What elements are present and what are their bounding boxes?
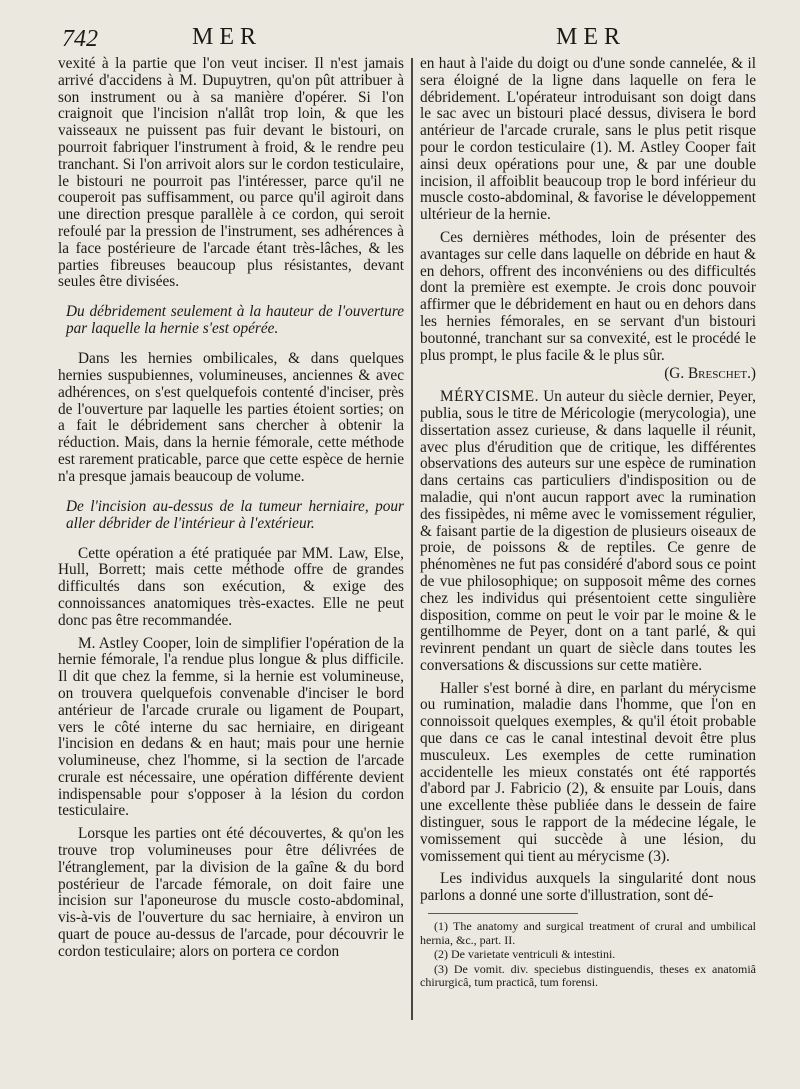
running-head-left: MER [192,24,263,50]
author-signature: (G. Breschet.) [664,365,756,383]
paragraph: Cette opération a été pratiquée par MM. Law, Else, Hull, Borrett; mais cette méthode offre de grandes difficultés dans son exécution, & exige des connoissances anatomiques très-exactes. Elle ne peut donc pas être recommandée. [58,544,404,629]
footnote-rule [428,913,578,914]
left-column [58,56,404,967]
running-head-right: MER [556,24,627,50]
footnote: (1) The anatomy and surgical treatment of crural and umbilical hernia, &c., part. II. [420,919,756,947]
paragraph: en haut à l'aide du doigt ou d'une sonde cannelée, & il sera éloigné de la ligne dans laquelle on fera le débridement. L'opérateur introduisant son doigt dans le sac avec un bistouri placé dessus, divisera le bord antérieur de l'arcade crurale, sans le plus petit risque pour le cordon testiculaire (1). M. Astley Cooper fait ainsi deux opérations pour une, & par une double incision, il affoiblit beaucoup trop le bord inférieur du muscle costo-abdominal, & favorise le développement ultérieur de la hernie. [420,55,756,224]
entry-term: MÉRYCISME. [440,388,539,406]
dictionary-entry [420,389,756,675]
right-column [420,56,756,991]
paragraph: Dans les hernies ombilicales, & dans quelques hernies suspubiennes, volumineuses, anciennes & avec adhérences, on s'est quelquefois contenté d'inciser, près de l'ouverture par laquelle les parties étoient sorties; on a fait le débridement sans chercher à obtenir la réduction. Mais, dans la hernie fémorale, cette méthode est rarement praticable, parce que cette espèce de hernie n'a presque jamais beaucoup de volume. [58,350,404,485]
paragraph: Ces dernières méthodes, loin de présenter des avantages sur celle dans laquelle on débride en haut & en dehors, offrent des inconvéniens ou des difficultés dont la première est exempte. Je crois donc pouvoir affirmer que le débridement en haut ou en dehors dans les hernies fémorales, en se servant d'un bistouri boutonné, tranchant sur sa convexité, est le procédé le plus prompt, le plus facile & le plus sûr. [420,228,756,364]
paragraph: Lorsque les parties ont été découvertes, & qu'on les trouve trop volumineuses pour être délivrées de l'étranglement, par la division de la gaîne & du bord postérieur de l'arcade fémorale, on doit faire une incision sur l'aponeurose du muscle costo-abdominal, vis-à-vis de l'ouverture du sac herniaire, à environ un quart de pouce au-dessus de l'arcade, pour découvrir le cordon testiculaire; alors on portera ce cordon [58,825,404,960]
footnote: (2) De varietate ventriculi & intestini. [434,947,616,962]
paragraph: vexité à la partie que l'on veut inciser. Il n'est jamais arrivé d'accidens à M. Dupuytren, qu'on pût attribuer à son instrument ou à sa manière d'opérer. Si l'on craignoit que l'incision n'allât trop loin, & que les vaisseaux ne puissent pas fuir devant le bistouri, on pourroit fabriquer l'instrument à froid, & le rendre peu tranchant. Si l'on arrivoit alors sur le cordon testiculaire, le bistouri ne pourroit pas l'intéresser, parce qu'il ne couperoit pas suffisamment, ou parce qu'il agiroit dans une direction presque parallèle à ce cordon, qui seroit refoulé par la pression de l'instrument, ses adhérences à la face postérieure de l'arcade étant très-lâches, & les parties fibreuses beaucoup plus résistantes, devant seules être divisées. [58,55,404,291]
section-heading: De l'incision au-dessus de la tumeur herniaire, pour aller débrider de l'intérieur à l'extérieur. [66,497,404,532]
paragraph: Les individus auxquels la singularité dont nous parlons a donné une sorte d'illustration, sont dé- [420,870,756,905]
column-divider [411,58,413,1020]
entry-text: Un auteur du siècle dernier, Peyer, publia, sous le titre de Méricologie (merycologia), une dissertation assez curieuse, & dans laquelle il réunit, avec plus d'érudition que de critique, les différentes observations des auteurs sur une espèce de rumination dans certains cas particuliers d'indisposition ou de maladie, qui n'ont aucun rapport avec la rumination des fissipèdes, ni même avec le vomissement régulier, & faisant partie de la digestion de plusieurs oiseaux de proie, de poissons & de reptiles. Ce genre de phénomènes ne fut pas considéré d'abord sous ce point de vue philosophique; on supposoit même des cornes chez les individus qui présentoient cette singulière disposition, comme on peut le voir par le moine & le gentilhomme de Peyer, dont on a tant parlé, & qui revinrent pendant un quart de siècle dans toutes les conversations & discussions sur cette matière. [420,388,756,674]
section-heading: Du débridement seulement à la hauteur de l'ouverture par laquelle la hernie s'est opérée. [66,303,404,338]
footnote: (3) De vomit. div. speciebus distinguendis, theses ex anatomiâ chirurgicâ, tum practicâ, tum forensi. [420,961,756,990]
page-header [0,20,800,54]
paragraph: M. Astley Cooper, loin de simplifier l'opération de la hernie fémorale, l'a rendue plus longue & plus difficile. Il dit que chez la femme, si la hernie est volumineuse, on trouvera quelquefois convenable d'inciser le bord antérieur de l'arcade crurale ou ligament de Poupart, vers le côté interne du sac herniaire, en dirigeant l'incision en dedans & en haut; mais pour une hernie volumineuse, chez l'homme, si la section de l'arcade crurale est nécessaire, une opération différente devient indispensable pour s'opposer à la lésion du cordon testiculaire. [58,634,404,820]
page-number: 742 [62,26,98,52]
paragraph: Haller s'est borné à dire, en parlant du mérycisme ou rumination, maladie dans l'homme, que l'on en connoissoit quelques exemples, & qu'il étoit probable que dans ce cas le canal intestinal devoit être plus musculeux. Les exemples de cette rumination accidentelle les mieux constatés ont été rapportés d'abord par J. Fabricio (2), & ensuite par Louis, dans une excellente thèse publiée dans le dessein de faire distinguer, sous le rapport de la médecine légale, le vomissement qui succède à une lésion, du vomissement qui tient au mérycisme (3). [420,679,756,865]
